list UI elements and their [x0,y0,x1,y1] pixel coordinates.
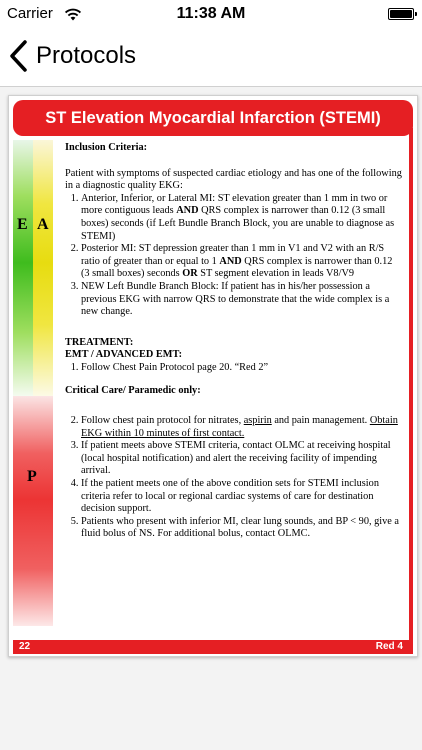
inclusion-list [65,193,403,319]
inclusion-heading: Inclusion Criteria: [65,142,148,153]
carrier-label: Carrier [7,5,53,22]
level-a-label: A [37,216,49,233]
list-item: 4. If the patient meets one of the above condition sets for STEMI inclusion criteria refer to local or regional cardiac systems of care for destination decision support. [81,478,403,516]
chevron-left-icon [6,39,30,73]
status-bar [0,0,422,28]
list-item: 3. If patient meets above STEMI criteria, contact OLMC at receiving hospital (local hospital notification) and alert the receiving facility of impending arrival. [81,440,403,478]
back-button[interactable] [6,36,136,76]
emt-level-bar [13,140,33,396]
list-item: 3. NEW Left Bundle Branch Block: If patient has in his/her possession a previous EKG with narrow QRS to demonstrate that the wide complex is a new change. [81,281,403,319]
battery-full-icon [388,8,414,20]
critical-care-heading: Critical Care/ Paramedic only: [65,384,201,396]
list-item: 2. Follow chest pain protocol for nitrates, aspirin and pain management. Obtain EKG within 10 minutes of first contact. [81,415,403,440]
section-label: Red 4 [375,641,403,652]
right-border-rule [409,128,413,640]
list-item: 5. Patients who present with inferior MI, clear lung sounds, and BP < 90, give a fluid bolus of NS. For additional bolus, contact OLMC. [81,516,403,541]
list-item: 1. Anterior, Inferior, or Lateral MI: ST elevation greater than 1 mm in two or more contiguous leads AND QRS complex is narrower than 0.12 (3 small boxes) seconds (if Left Bundle Branch Block, you are unable to diagnose as STEMI) [81,193,403,243]
clock: 11:38 AM [176,5,246,22]
paramedic-level-bar [13,396,53,626]
list-item: 2. Posterior MI: ST depression greater than 1 mm in V1 and V2 with an R/S ratio of greater than or equal to 1 AND QRS complex is narrower than 0.12 (3 small boxes) seconds OR ST segment elevation in leads V8/V9 [81,243,403,281]
footer-bar [13,640,413,654]
emt-subheading: EMT / ADVANCED EMT: [65,349,182,361]
page-number: 22 [19,641,31,652]
back-label: Protocols [36,42,137,69]
critical-care-list [65,415,403,541]
level-e-label: E [17,216,28,233]
list-item: 1. Follow Chest Pain Protocol page 20. “Red 2” [81,362,403,375]
protocol-page [8,95,418,657]
aemt-level-bar [33,140,53,396]
navigation-bar [0,28,422,87]
document-viewer[interactable] [0,87,422,750]
inclusion-intro: Patient with symptoms of suspected cardiac etiology and has one of the following in a diagnostic quality EKG: [65,167,402,192]
protocol-title: ST Elevation Myocardial Infarction (STEMI) [45,109,381,127]
title-bar [13,100,413,136]
treatment-list [65,362,403,375]
level-p-label: P [27,468,37,485]
treatment-heading: TREATMENT: [65,336,134,348]
protocol-content [65,142,403,541]
